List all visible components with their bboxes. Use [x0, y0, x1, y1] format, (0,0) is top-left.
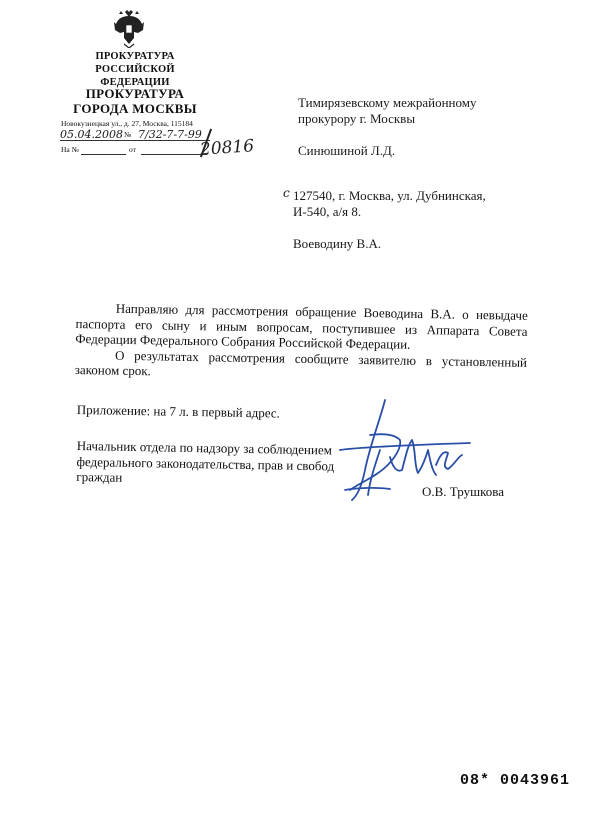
reference-number-label: На №	[61, 145, 79, 154]
recipient-3-mark: с	[283, 186, 290, 200]
signatory-name: О.В. Трушкова	[422, 484, 504, 499]
signatory-title-line-3: граждан	[76, 468, 123, 485]
letter-body	[75, 300, 528, 385]
recipient-3-line-1: 127540, г. Москва, ул. Дубнинская,	[293, 188, 486, 203]
reference-date-label: от	[129, 145, 136, 154]
registration-line	[60, 128, 210, 142]
document-serial-number: 08* 0043961	[460, 772, 571, 789]
registration-number-label: №	[124, 130, 132, 139]
recipient-1	[298, 95, 538, 127]
recipient-3-line-2: И-540, а/я 8.	[293, 204, 362, 219]
registration-number: 7/32-7-7-99	[138, 128, 202, 141]
signatory-title-line-1: Начальник отдела по надзору за соблюдением	[76, 438, 333, 458]
body-paragraph-2: О результатах рассмотрения сообщите заявителю в установленный законом срок.	[74, 347, 528, 379]
org-address: Новокузнецкая ул., д. 27, Москва, 115184	[61, 119, 193, 128]
org-line-1: ПРОКУРАТУРА	[95, 51, 175, 62]
attachment-note: Приложение: на 7 л. в первый адрес.	[76, 402, 281, 421]
org-line-2: РОССИЙСКОЙ ФЕДЕРАЦИИ	[95, 64, 175, 88]
org-city-line-2: ГОРОДА МОСКВЫ	[73, 101, 197, 116]
recipient-2: Синюшиной Л.Д.	[298, 143, 396, 158]
org-name	[60, 50, 210, 89]
reference-line	[61, 145, 211, 157]
stamp-number: 20816	[199, 136, 255, 160]
coat-of-arms-icon	[112, 8, 146, 48]
recipient-3-address	[293, 188, 553, 220]
recipient-1-line-2: прокурору г. Москвы	[298, 111, 416, 126]
recipient-4: Воеводину В.А.	[293, 236, 382, 251]
signatory-title-line-2: федерального законодательства, прав и свобод	[76, 453, 335, 473]
recipient-1-line-1: Тимирязевскому межрайонному	[298, 95, 477, 110]
body-paragraph-1: Направляю для рассмотрения обращение Воеводина В.А. о невыдаче паспорта его сыну и иным вопросам, поступившее из Аппарата Совета Федерации Федерального Собрания Российской Федерации.	[75, 300, 528, 352]
registration-date: 05.04.2008	[60, 128, 123, 141]
org-city-line-1: ПРОКУРАТУРА	[85, 86, 185, 101]
org-city-name	[55, 86, 215, 116]
